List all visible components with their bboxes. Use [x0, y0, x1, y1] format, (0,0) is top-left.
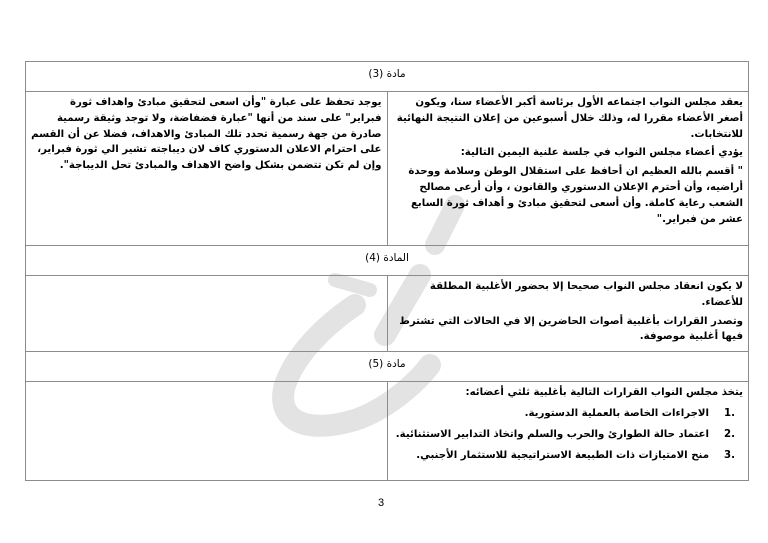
article5-comment-cell: [26, 382, 388, 481]
article3-comment-cell: [26, 92, 388, 246]
list-item: [393, 406, 744, 422]
article4-body-row: [26, 276, 749, 352]
article4-text-cell: [387, 276, 749, 352]
article4-heading-row: [26, 246, 749, 276]
list-item-label: منح الامتيازات ذات الطبيعة الاستراتيجية للاستثمار الأجنبي.: [416, 449, 709, 461]
article4-comment-cell: [26, 276, 388, 352]
article3-comment: يوجد تحفظ على عبارة "وأن اسعى لتحقيق مبادئ واهداف ثورة فبراير" على سند من أنها "عبارة فضفاضة، ولا توجد وثيقة رسمية صادرة من جهة رسمية تحدد تلك المبادئ والاهداف، فضلا عن أن القسم على احترام الاعلان الدستوري كاف لان ديباجته تشير الي ثورة فبراير، وإن لم تكن تتضمن بشكل واضح الاهداف والمبادئ تحل الديباجة".: [31, 97, 382, 172]
list-item-number: 3.: [724, 449, 735, 461]
article3-paragraph-2: يؤدي أعضاء مجلس النواب في جلسة علنية اليمين التالية:: [460, 147, 743, 159]
constitution-comments-table: [25, 61, 749, 481]
article5-text-cell: [387, 382, 749, 481]
list-item-label: اعتماد حالة الطوارئ والحرب والسلم واتخاذ التدابير الاستثنائية.: [395, 428, 709, 440]
page-number: 3: [378, 497, 385, 509]
article5-items-list: [393, 406, 744, 463]
list-item: [393, 448, 744, 464]
list-item-number: 2.: [724, 428, 735, 440]
article4-paragraph-1: لا يكون انعقاد مجلس النواب صحيحا إلا بحضور الأغلبية المطلقة للأعضاء.: [429, 281, 743, 308]
article4-heading: المادة (4): [26, 246, 749, 276]
article3-heading: مادة (3): [26, 62, 749, 92]
article5-heading-row: [26, 352, 749, 382]
article3-paragraph-1: يعقد مجلس النواب اجتماعه الأول برئاسة أكبر الأعضاء سنا، ويكون أصغر الأعضاء مقررا له، وذلك خلال أسبوعين من إعلان النتيجة النهائية للانتخابات.: [396, 97, 743, 140]
list-item: [393, 427, 744, 443]
article4-paragraph-2: وتصدر القرارات بأغلبية أصوات الحاضرين إلا في الحالات التي تشترط فيها أغلبية موصوفة.: [399, 315, 743, 343]
article5-heading: مادة (5): [26, 352, 749, 382]
article3-oath: " أقسم بالله العظيم ان أحافظ على استقلال الوطن وسلامة ووحدة أراضيه، وأن أحترم الإعلان الدستوري والقانون ، وأن أرعى مصالح الشعب رعاية كاملة. وأن أسعى لتحقيق مبادئ و أهداف ثورة السابع عشر من فبراير.": [408, 166, 743, 225]
article3-body-row: [26, 92, 749, 246]
article5-intro: يتخذ مجلس النواب القرارات التالية بأغلبية ثلثي أعضائه:: [465, 387, 743, 399]
list-item-number: 1.: [724, 408, 735, 420]
article3-heading-row: [26, 62, 749, 92]
list-item-label: الاجراءات الخاصة بالعملية الدستورية.: [524, 408, 709, 420]
article3-text-cell: [387, 92, 749, 246]
article5-body-row: [26, 382, 749, 481]
